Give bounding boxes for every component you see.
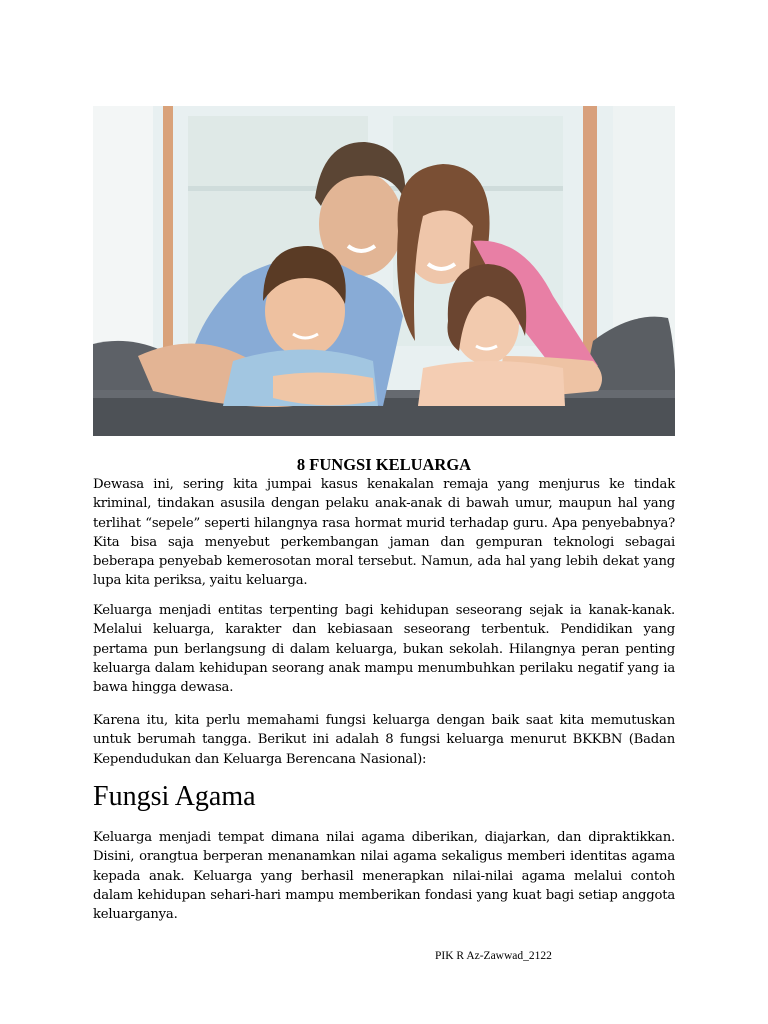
section-heading: Fungsi Agama [93, 781, 256, 812]
document-title: 8 FUNGSI KELUARGA [296, 455, 472, 474]
page-footer: PIK R Az-Zawwad_2122 [435, 950, 552, 962]
bkkbn-intro-paragraph: Karena itu, kita perlu memahami fungsi keluarga dengan baik saat kita memutuskan untuk berumah tangga. Berikut ini adalah 8 fungsi keluarga menurut BKKBN (Badan Kependudukan dan Keluarga Berencana Nasional): [93, 713, 675, 767]
section-paragraph: Keluarga menjadi tempat dimana nilai agama diberikan, diajarkan, dan dipraktikkan. Disini, orangtua berperan menanamkan nilai agama sekaligus memberi identitas agama kepada anak. Keluarga yang berhasil menerapkan nilai-nilai agama melalui contoh dalam kehidupan sehari-hari mampu memberikan fondasi yang kuat bagi setiap anggota keluarganya. [93, 830, 675, 923]
intro-paragraph: Dewasa ini, sering kita jumpai kasus kenakalan remaja yang menjurus ke tindak kriminal, tindakan asusila dengan pelaku anak-anak di bawah umur, maupun hal yang terlihat “sepele” seperti hilangnya rasa hormat murid terhadap guru. Apa penyebabnya? Kita bisa saja menyebut perkembangan jaman dan gempuran teknologi sebagai beberapa penyebab kemerosotan moral tersebut. Namun, ada hal yang lebih dekat yang lupa kita periksa, yaitu keluarga. [93, 477, 675, 589]
family-photo [93, 106, 675, 436]
family-importance-paragraph: Keluarga menjadi entitas terpenting bagi kehidupan seseorang sejak ia kanak-kanak. Melalui keluarga, karakter dan kebiasaan seseorang terbentuk. Pendidikan yang pertama pun berlangsung di dalam keluarga, bukan sekolah. Hilangnya peran penting keluarga dalam kehidupan seorang anak mampu menumbuhkan perilaku negatif yang ia bawa hingga dewasa. [93, 603, 675, 696]
